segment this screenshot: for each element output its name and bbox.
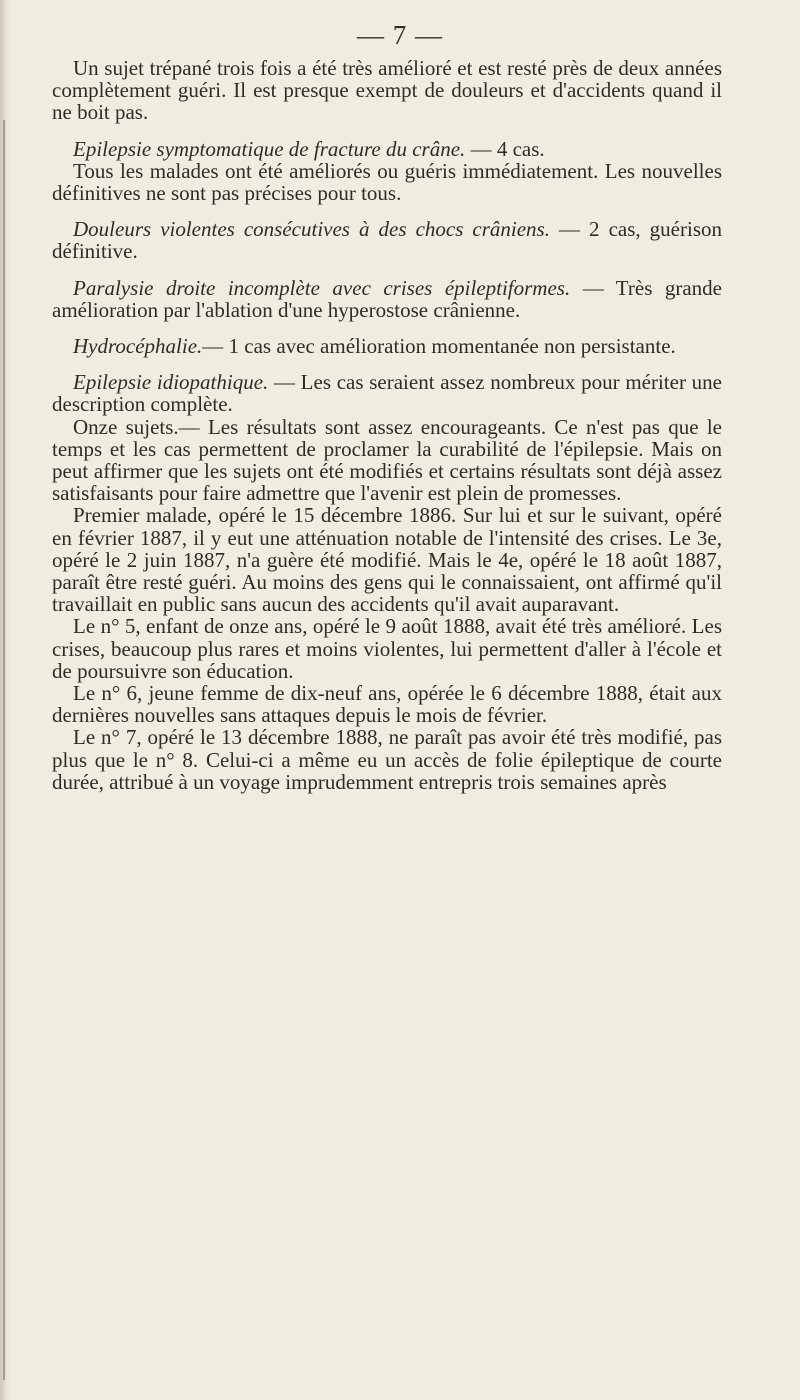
paragraph-numero-5 xyxy=(52,615,722,682)
paragraph-text: — 1 cas avec amélioration momentanée non persistante. xyxy=(202,334,676,359)
paragraph-numero-6 xyxy=(52,682,722,726)
paragraph-text: Le n° 7, opéré le 13 décembre 1888, ne paraît pas avoir été très modifié, pas plus que le n° 8. Celui-ci a même eu un accès de folie épileptique de courte durée, attribué à un voyage imprudemment entrepris trois semaines après xyxy=(52,725,722,794)
paragraph-trepanation-result xyxy=(52,57,722,124)
paragraph-epilepsie-idiopathique xyxy=(52,371,722,415)
paragraph-malades-ameliores xyxy=(52,160,722,204)
paragraph-text: Le n° 5, enfant de onze ans, opéré le 9 août 1888, avait été très amélioré. Les crises, beaucoup plus rares et moins violentes, lui permettent d'aller à l'école et de poursuivre son éducation. xyxy=(52,614,722,683)
section-title: Douleurs violentes consécutives à des chocs crâniens. xyxy=(73,217,550,242)
page-binding-edge xyxy=(0,0,10,1400)
paragraph-text: — 2 cas, guérison définitive. xyxy=(52,217,722,264)
page-number: — 7 — xyxy=(357,20,443,50)
section-title: Paralysie droite incomplète avec crises épileptiformes. xyxy=(73,275,571,300)
paragraph-text: Tous les malades ont été améliorés ou guéris immédiatement. Les nouvelles définitives ne sont pas précises pour tous. xyxy=(52,158,722,206)
paragraph-douleurs-violentes xyxy=(52,218,722,262)
paragraph-text: — Très grande amélioration par l'ablation d'une hyperostose crânienne. xyxy=(52,275,722,322)
paragraph-text: Premier malade, opéré le 15 décembre 1886. Sur lui et sur le suivant, opéré en février 1887, il y eut une atténuation notable de l'intensité des crises. Le 3e, opéré le 2 juin 1887, n'a guère été modifié. Mais le 4e, opéré le 18 août 1887, paraît être resté guéri. Au moins des gens qui le connaissaient, ont affirmé qu'il travaillait en public sans aucun des accidents qu'il avait auparavant. xyxy=(52,503,722,617)
paragraph-text: Le n° 6, jeune femme de dix-neuf ans, opérée le 6 décembre 1888, était aux dernières nouvelles sans attaques depuis le mois de février. xyxy=(52,681,722,728)
paragraph-onze-sujets xyxy=(52,416,722,505)
text-body xyxy=(52,57,722,793)
page-binding-line xyxy=(3,120,5,1380)
paragraph-epilepsie-symptomatique xyxy=(52,138,722,160)
paragraph-paralysie-droite xyxy=(52,277,722,321)
section-title: Epilepsie idiopathique. xyxy=(73,370,269,395)
paragraph-text: Onze sujets.— Les résultats sont assez encourageants. Ce n'est pas que le temps et les cas permettent de proclamer la curabilité de l'épilepsie. Mais on peut affirmer que les sujets ont été modifiés et certains résultats sont déjà assez satisfaisants pour faire admettre que l'avenir est plein de promesses. xyxy=(52,414,722,506)
paragraph-text: — Les cas seraient assez nombreux pour mériter une description complète. xyxy=(52,370,722,417)
paragraph-premier-malade xyxy=(52,504,722,615)
paragraph-text: Un sujet trépané trois fois a été très amélioré et est resté près de deux années complètement guéri. Il est presque exempt de douleurs et d'accidents quand il ne boit pas. xyxy=(52,56,722,125)
section-title: Epilepsie symptomatique de fracture du crâne. xyxy=(73,136,466,161)
section-title: Hydrocéphalie. xyxy=(73,334,203,359)
paragraph-hydrocephalie xyxy=(52,335,722,357)
paragraph-text: — 4 cas. xyxy=(465,136,545,161)
paragraph-numero-7 xyxy=(52,726,722,793)
